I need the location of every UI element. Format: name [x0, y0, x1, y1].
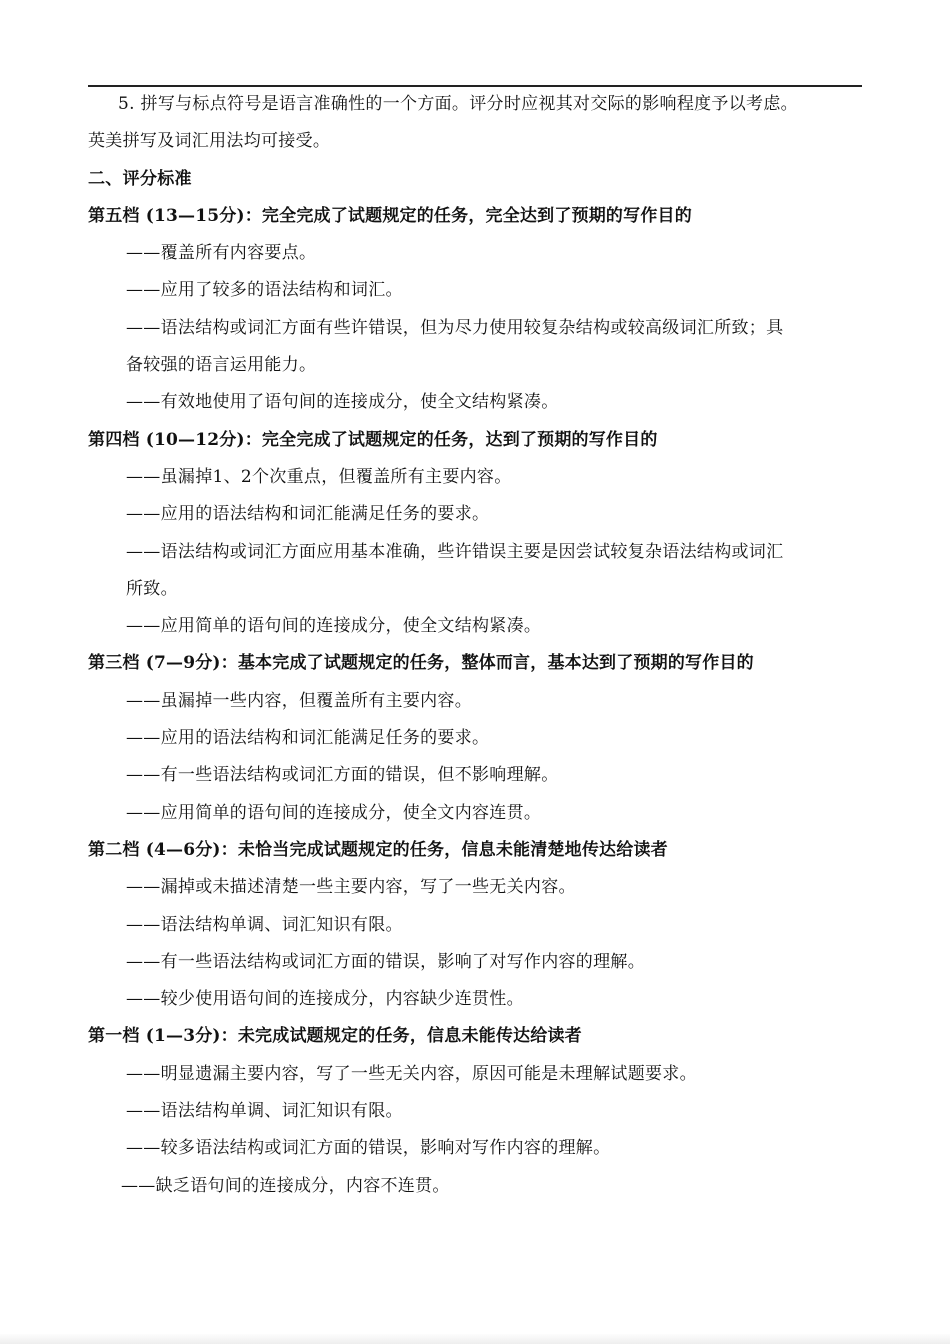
- tier-1-criterion: ——明显遗漏主要内容，写了一些无关内容，原因可能是未理解试题要求。: [126, 1063, 697, 1084]
- tier-5-criterion: ——有效地使用了语句间的连接成分，使全文结构紧凑。: [126, 392, 559, 413]
- tier-4-criterion-continuation: 所致。: [126, 578, 178, 599]
- tier-4-criterion: ——语法结构或词汇方面应用基本准确，些许错误主要是因尝试较复杂语法结构或词汇: [126, 541, 784, 562]
- note-5-line-2: 英美拼写及词汇用法均可接受。: [88, 131, 331, 152]
- tier-4-criterion: ——虽漏掉1、2个次重点，但覆盖所有主要内容。: [126, 466, 512, 487]
- tier-3-criterion: ——应用简单的语句间的连接成分，使全文内容连贯。: [126, 802, 542, 823]
- tier-3-criterion: ——有一些语法结构或词汇方面的错误，但不影响理解。: [126, 765, 559, 786]
- tier-2-heading: 第二档 (4—6分)：未恰当完成试题规定的任务，信息未能清楚地传达给读者: [88, 839, 668, 860]
- tier-2-criterion: ——较少使用语句间的连接成分，内容缺少连贯性。: [126, 989, 524, 1010]
- tier-3-criterion: ——虽漏掉一些内容，但覆盖所有主要内容。: [126, 690, 472, 711]
- tier-2-criterion: ——漏掉或未描述清楚一些主要内容，写了一些无关内容。: [126, 877, 576, 898]
- tier-1-heading: 第一档 (1—3分)：未完成试题规定的任务，信息未能传达给读者: [88, 1026, 582, 1047]
- tier-1-criterion: ——缺乏语句间的连接成分，内容不连贯。: [121, 1175, 450, 1196]
- tier-5-criterion: ——应用了较多的语法结构和词汇。: [126, 280, 403, 301]
- note-5-line-1: 5. 拼写与标点符号是语言准确性的一个方面。评分时应视其对交际的影响程度予以考虑。: [118, 94, 798, 114]
- tier-3-criterion: ——应用的语法结构和词汇能满足任务的要求。: [126, 728, 490, 749]
- page-bottom-edge: [0, 1334, 950, 1344]
- tier-4-criterion: ——应用的语法结构和词汇能满足任务的要求。: [126, 504, 490, 525]
- tier-1-criterion: ——语法结构单调、词汇知识有限。: [126, 1101, 403, 1122]
- tier-4-heading: 第四档 (10—12分)：完全完成了试题规定的任务，达到了预期的写作目的: [88, 429, 658, 450]
- tier-2-criterion: ——有一些语法结构或词汇方面的错误，影响了对写作内容的理解。: [126, 951, 645, 972]
- tier-2-criterion: ——语法结构单调、词汇知识有限。: [126, 914, 403, 935]
- tier-5-criterion: ——覆盖所有内容要点。: [126, 243, 317, 264]
- tier-3-heading: 第三档 (7—9分)：基本完成了试题规定的任务，整体而言，基本达到了预期的写作目的: [88, 653, 754, 674]
- section-title: 二、评分标准: [88, 168, 192, 189]
- tier-4-criterion: ——应用简单的语句间的连接成分，使全文结构紧凑。: [126, 616, 542, 637]
- tier-1-criterion: ——较多语法结构或词汇方面的错误，影响对写作内容的理解。: [126, 1138, 611, 1159]
- tier-5-criterion-continuation: 备较强的语言运用能力。: [126, 355, 317, 376]
- document-body: [88, 86, 868, 1205]
- tier-5-heading: 第五档 (13—15分)：完全完成了试题规定的任务，完全达到了预期的写作目的: [88, 205, 692, 226]
- tier-5-criterion: ——语法结构或词汇方面有些许错误，但为尽力使用较复杂结构或较高级词汇所致；具: [126, 317, 784, 338]
